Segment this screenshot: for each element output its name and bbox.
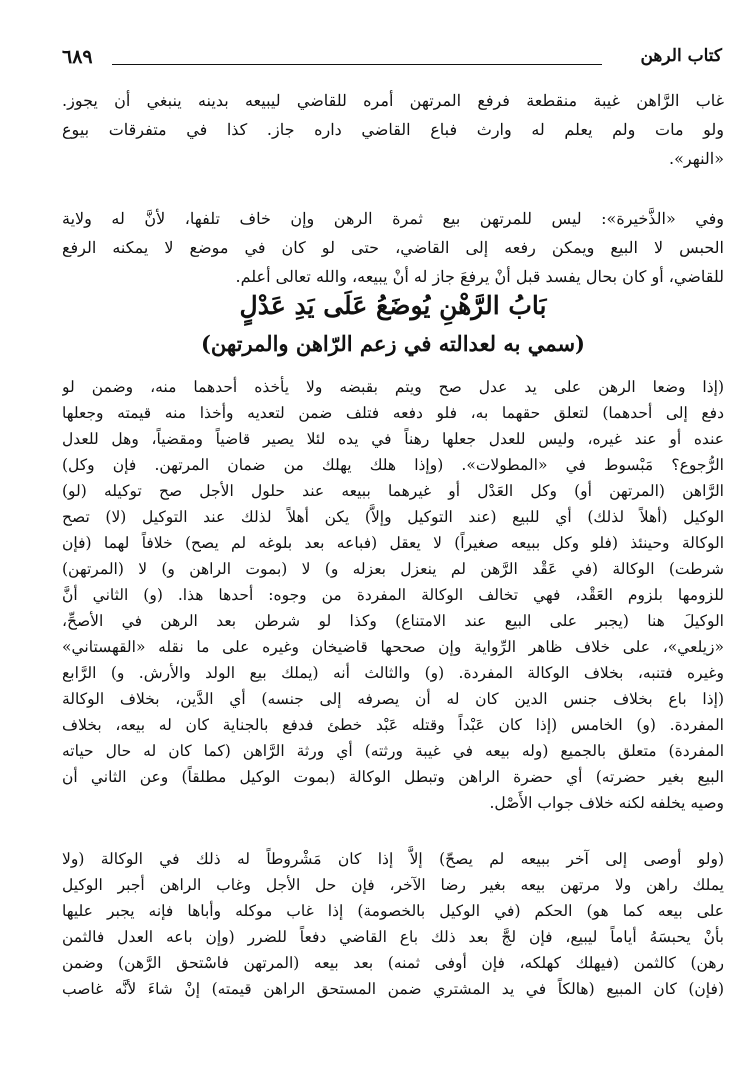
text-line: على بيعه كما هو) الحكم (في الوكيل بالخصومة) إذا غاب موكله وأباها فإنه يجبر عليها (62, 902, 724, 920)
chapter-title: بَابُ الرَّهْنِ يُوضَعُ عَلَى يَدِ عَدْلٍ (239, 291, 547, 320)
page-header (62, 46, 722, 72)
text-line: ولو مات ولم يعلم له وارث فباع القاضي داره جاز. كذا في متفرقات بيوع (62, 120, 724, 139)
text-line: الوكالة وحينئذ (فلو وكل ببيعه صغيراً) لا يعقل (فباعه بعد بلوغه لم يصح) خلافاً لهما (فإن (62, 534, 724, 552)
paragraph-4 (62, 846, 724, 1002)
page-number: ٦٨٩ (62, 46, 93, 68)
text-line: للزومها بلزوم العَقْد، فهي تخالف الوكالة المفردة من وجوه: أحدها هذا. (و) الثاني أنَّ (62, 586, 724, 604)
text-line: عنده أو عند غيره، وليس للعدل جعلها رهناً في يده لئلا يصير قاضياً ومقضياً، وهل للعدل (62, 430, 724, 448)
header-rule (112, 64, 602, 65)
text-line: الحبس لا البيع ويمكن رفعه إلى القاضي، حتى لو كان في موضع لا يمكنه الرفع (62, 238, 724, 257)
text-line: دفع إلى أحدهما) لتعلق حقهما به، فلو دفعه فتلف ضمن لتعديه وأخذا منه قيمته وجعلها (62, 404, 724, 422)
text-line: بأنْ يحبسَهُ أياماً ليبيع، فإن لجَّ بعد ذلك باع القاضي دفعاً للضرر (وإن باعه العدل فالثمن (62, 928, 724, 946)
text-line: يملك راهن ولا مرتهن بيعه بغير رضا الآخر، فإن حل الأجل وغاب الراهن أجبر الوكيل (62, 876, 724, 894)
text-line: للقاضي، أو كان بحال يفسد قبل أنْ يرفعَ جاز له أنْ يبيعه، والله تعالى أعلم. (235, 267, 724, 286)
paragraph-2 (62, 204, 724, 291)
text-line: (إذا وضعا الرهن على يد عدل صح ويتم بقبضه ولا يأخذه أحدهما منه، وضمن لو (62, 378, 724, 396)
text-line: (ولو أوصى إلى آخر ببيعه لم يصحّ) إلاَّ إذا كان مَشْروطاً له ذلك في الوكالة (ولا (62, 850, 724, 868)
text-line: الوكيلَ هنا (يجبر على البيع عند الامتناع) وكذا لو شرطن بعد الرهن في الأصحِّ، (62, 612, 724, 630)
text-line: البيع بغير حضرته) أي حضرة الراهن وتبطل الوكالة (بموت الوكيل مطلقاً) وعن الثاني أن (62, 768, 724, 786)
running-title: كتاب الرهن (640, 46, 722, 66)
text-line: رهن) كالثمن (فيهلك كهلكه، فإن أوفى ثمنه) بعد بيعه (المرتهن فاسْتحق الرَّهن) وضمن (62, 954, 724, 972)
text-line: وفي «الذَّخيرة»: ليس للمرتهن بيع ثمرة الرهن وإن خاف تلفها، لأنَّ له ولاية (62, 209, 724, 228)
text-line: (فإن) كان المبيع (هالكاً في يد المشتري ضمن المستحق الراهن قيمته) إنْ شاءَ لأنَّه غاصب (62, 980, 724, 998)
text-line: الوكيل (أهلاً لذلك) أي للبيع (عند التوكيل وإلاَّ) يكن أهلاً لذلك عند التوكيل (لا) تصح (62, 508, 724, 526)
chapter-subtitle: (سمي به لعدالته في زعم الرّاهن والمرتهن) (201, 331, 585, 356)
text-line: «النهر». (668, 149, 724, 168)
text-line: «زيلعي»، على خلاف ظاهر الرِّواية وإن صححها قاضيخان وغيره على ما نقله «القهستاني» (62, 638, 724, 656)
chapter-heading (62, 286, 724, 362)
text-line: وغيره فتنبه، بخلاف الوكالة المفردة. (و) والثالث أنه (يملك بيع الولد والأرش. و) الرَّابع (62, 664, 724, 682)
paragraph-3 (62, 374, 724, 816)
paragraph-1 (62, 86, 724, 173)
text-line: غاب الرَّاهن غيبة منقطعة فرفع المرتهن أمره للقاضي ليبيعه بدينه ينبغي أن يجوز. (62, 91, 724, 110)
text-line: المفردة) متعلق بالجميع (وله بيعه في غيبة ورثته) أي ورثة الرَّاهن (كما كان له حال حياته (62, 742, 724, 760)
text-line: الرُّجوع؟ مَبْسوط في «المطولات». (وإذا هلك يهلك من ضمان المرتهن. فإن وكل) (62, 456, 724, 474)
text-line: الرَّاهن (المرتهن أو) وكل العَدْل أو غيرهما ببيعه عند حلول الأجل صح توكيله (لو) (62, 482, 724, 500)
text-line: وصيه يخلفه لكنه خلاف جواب الأَصْل. (489, 794, 724, 812)
text-line: (إذا باع بخلاف جنس الدين كان له أن يصرفه إلى جنسه) أي الدَّين، بخلاف الوكالة (62, 690, 724, 708)
text-line: شرطت) الوكالة (في عَقْد الرَّهن لم ينعزل بعزله و) لا (بموت الراهن و) لا (المرتهن) (62, 560, 724, 578)
text-line: المفردة. (و) الخامس (إذا كان عَبْداً وقتله عَبْد خطئ فدفع بالجناية كان له بيعه، بخلاف (62, 716, 724, 734)
